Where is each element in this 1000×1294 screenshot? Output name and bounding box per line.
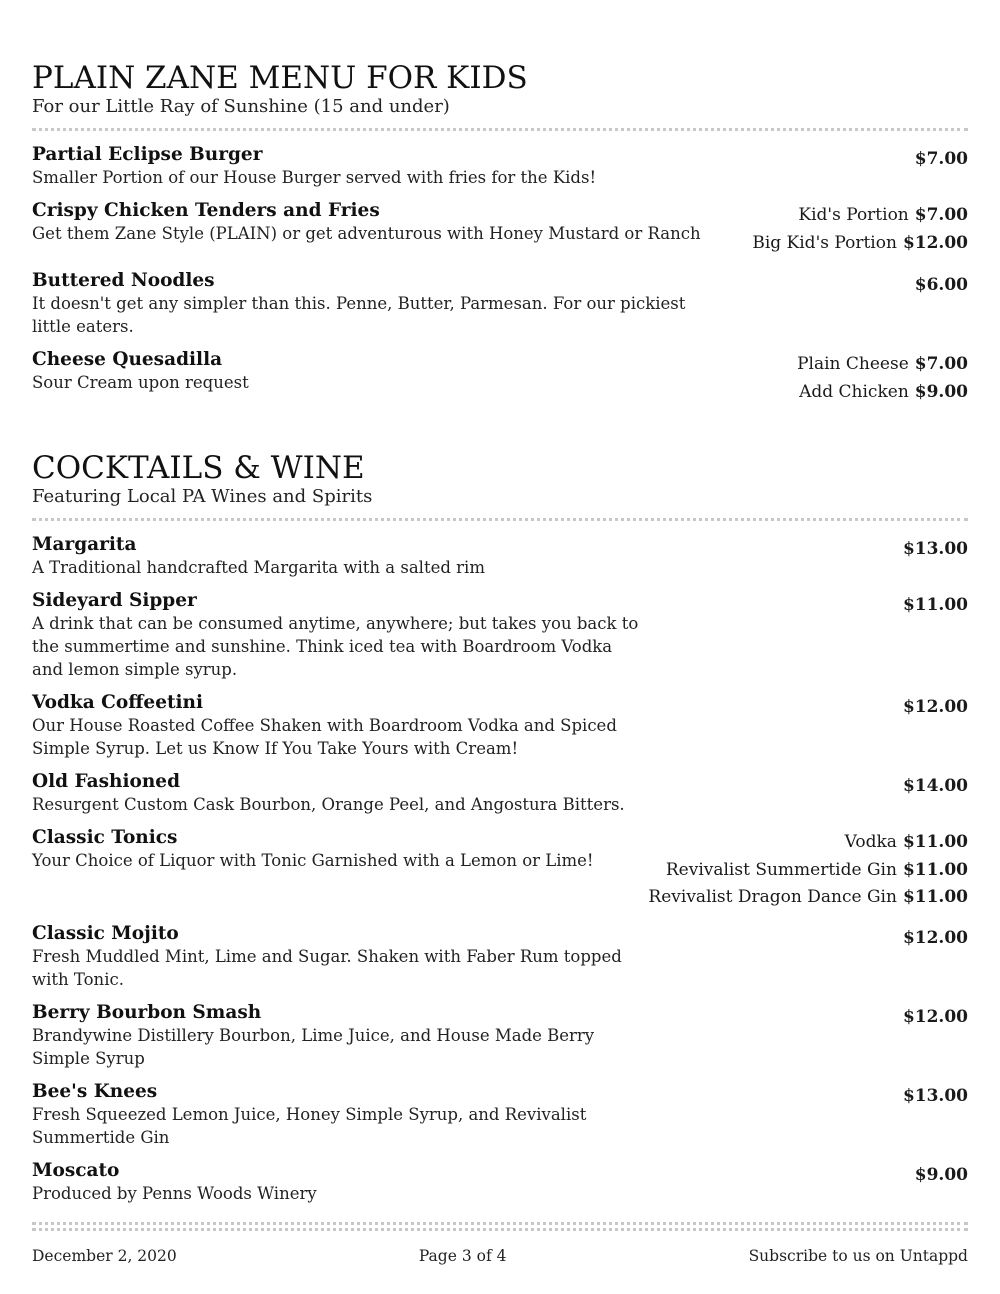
item-description: Brandywine Distillery Bourbon, Lime Juice, and House Made Berry Simple Syrup (32, 1025, 595, 1068)
item-prices (797, 348, 968, 406)
item-name: Old Fashioned (32, 771, 181, 792)
item-name: Moscato (32, 1159, 120, 1181)
menu-item-partial-eclipse-burger (32, 143, 968, 189)
price-label: Kid's Portion (798, 205, 909, 225)
item-description: Get them Zane Style (PLAIN) or get adventurous with Honey Mustard or Ranch (32, 224, 701, 243)
price-label: Revivalist Dragon Dance Gin (648, 887, 897, 907)
menu-item-chicken-tenders (32, 199, 968, 257)
item-name: Margarita (32, 534, 137, 555)
item-price: $7.00 (914, 354, 968, 374)
item-price: $9.00 (914, 381, 968, 402)
price-label: Big Kid's Portion (752, 232, 897, 253)
item-price: $11.00 (902, 832, 968, 852)
item-price: $11.00 (902, 595, 968, 615)
divider (32, 518, 968, 521)
item-price: $12.00 (902, 697, 968, 717)
section-subtitle-cocktails: Featuring Local PA Wines and Spirits (32, 486, 373, 507)
menu-item-classic-tonics (32, 826, 968, 912)
menu-item-bees-knees (32, 1080, 968, 1149)
price-label: Add Chicken (799, 381, 909, 402)
item-name: Vodka Coffeetini (32, 692, 204, 713)
divider (32, 128, 968, 131)
item-prices (915, 143, 968, 174)
item-description: Our House Roasted Coffee Shaken with Boardroom Vodka and Spiced Simple Syrup. Let us Know If You Take Yours with Cream! (32, 716, 617, 758)
menu-item-sideyard-sipper (32, 589, 968, 681)
item-price: $12.00 (902, 927, 968, 948)
cocktails-section (32, 450, 968, 1205)
item-name: Classic Tonics (32, 827, 178, 848)
menu-item-cheese-quesadilla (32, 348, 968, 406)
item-description: Smaller Portion of our House Burger served with fries for the Kids! (32, 168, 597, 187)
menu-item-buttered-noodles (32, 269, 968, 338)
item-name: Sideyard Sipper (32, 590, 197, 611)
footer-subscribe-link[interactable]: Subscribe to us on Untappd (748, 1247, 968, 1265)
item-prices (752, 199, 968, 257)
menu-item-berry-bourbon-smash (32, 1001, 968, 1070)
item-prices (903, 691, 968, 722)
item-name: Crispy Chicken Tenders and Fries (32, 200, 380, 221)
page-footer (32, 1222, 968, 1265)
price-label: Revivalist Summertide Gin (665, 859, 897, 880)
item-prices (903, 1001, 968, 1032)
menu-item-old-fashioned (32, 770, 968, 816)
item-prices (903, 1080, 968, 1111)
item-description: A Traditional handcrafted Margarita with a salted rim (32, 558, 485, 577)
item-prices (903, 589, 968, 620)
item-price: $6.00 (914, 275, 968, 295)
kids-section (32, 60, 968, 406)
item-name: Bee's Knees (32, 1080, 158, 1102)
item-price: $12.00 (902, 232, 968, 253)
menu-page (32, 60, 968, 1215)
item-price: $7.00 (914, 205, 968, 225)
item-name: Berry Bourbon Smash (32, 1001, 262, 1023)
item-prices (648, 826, 968, 912)
item-description: A drink that can be consumed anytime, anywhere; but takes you back to the summertime and sunshine. Think iced tea with Boardroom Vodka and lemon simple syrup. (32, 614, 639, 679)
price-label: Plain Cheese (797, 354, 909, 374)
item-price: $13.00 (902, 1085, 968, 1106)
divider (32, 1228, 968, 1231)
item-price: $7.00 (914, 149, 968, 169)
item-description: Fresh Muddled Mint, Lime and Sugar. Shaken with Faber Rum topped with Tonic. (32, 946, 622, 989)
menu-item-moscato (32, 1159, 968, 1205)
item-prices (903, 533, 968, 564)
item-prices (903, 922, 968, 953)
item-prices (915, 1159, 968, 1190)
item-price: $9.00 (914, 1164, 968, 1185)
footer-date: December 2, 2020 (32, 1247, 177, 1265)
item-prices (903, 770, 968, 801)
item-price: $11.00 (902, 859, 968, 880)
item-description: It doesn't get any simpler than this. Penne, Butter, Parmesan. For our pickiest little eaters. (32, 294, 686, 336)
item-description: Sour Cream upon request (32, 373, 249, 392)
item-description: Resurgent Custom Cask Bourbon, Orange Peel, and Angostura Bitters. (32, 795, 625, 814)
divider (32, 1222, 968, 1225)
menu-item-classic-mojito (32, 922, 968, 991)
item-prices (915, 269, 968, 300)
item-price: $11.00 (902, 887, 968, 907)
item-name: Partial Eclipse Burger (32, 144, 263, 165)
menu-item-vodka-coffeetini (32, 691, 968, 760)
item-name: Classic Mojito (32, 922, 179, 944)
item-name: Cheese Quesadilla (32, 349, 223, 370)
menu-item-margarita (32, 533, 968, 579)
item-description: Produced by Penns Woods Winery (32, 1183, 317, 1203)
item-price: $14.00 (902, 776, 968, 796)
section-title-cocktails: COCKTAILS & WINE (32, 450, 365, 486)
section-title-kids: PLAIN ZANE MENU FOR KIDS (32, 60, 528, 96)
item-price: $12.00 (902, 1006, 968, 1027)
item-description: Fresh Squeezed Lemon Juice, Honey Simple Syrup, and Revivalist Summertide Gin (32, 1104, 587, 1147)
price-label: Vodka (844, 832, 897, 852)
item-name: Buttered Noodles (32, 270, 215, 291)
footer-page-number: Page 3 of 4 (418, 1247, 507, 1265)
item-description: Your Choice of Liquor with Tonic Garnished with a Lemon or Lime! (32, 851, 594, 870)
section-subtitle-kids: For our Little Ray of Sunshine (15 and under) (32, 96, 450, 117)
item-price: $13.00 (902, 539, 968, 559)
